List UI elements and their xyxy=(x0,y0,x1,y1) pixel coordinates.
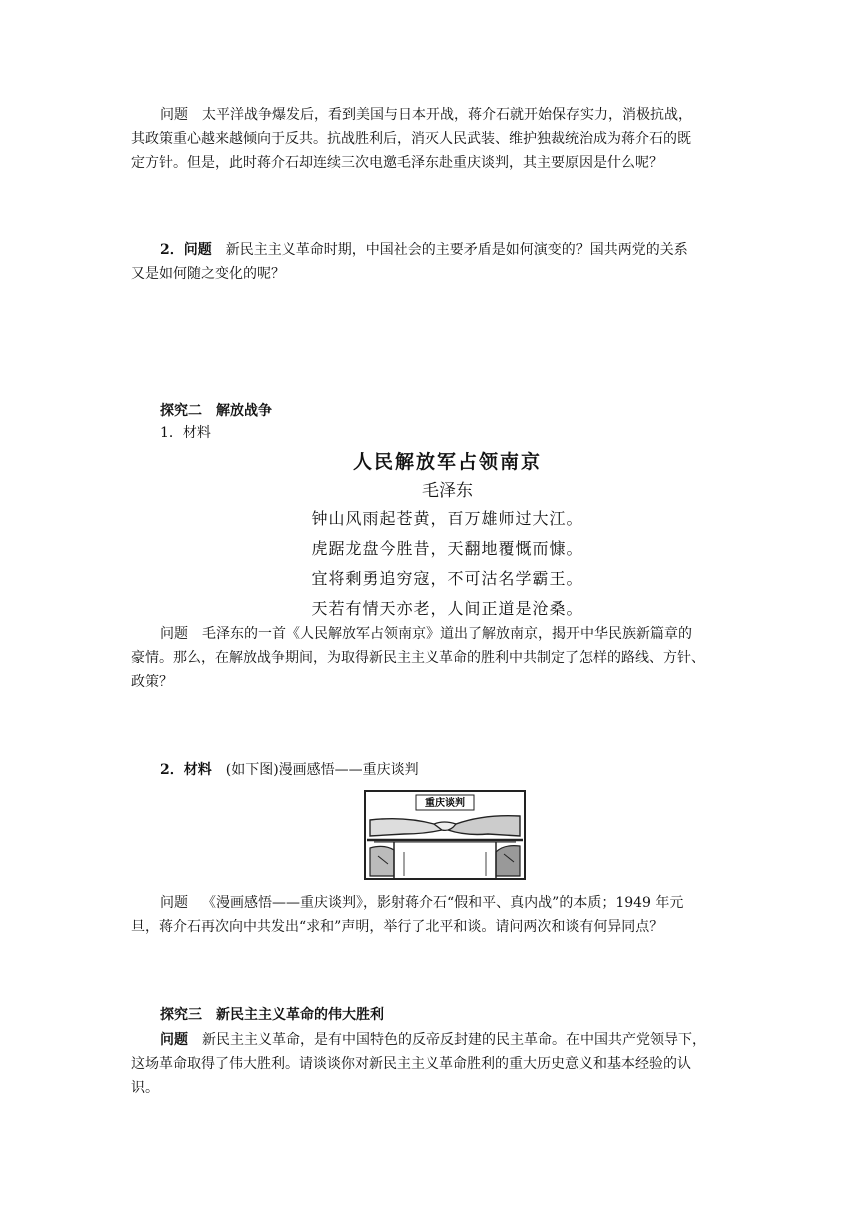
question-2-line-1: 2．问题 新民主主义革命时期，中国社会的主要矛盾是如何演变的？国共两党的关系 xyxy=(160,242,688,258)
question-1-line-3: 定方针。但是，此时蒋介石却连续三次电邀毛泽东赴重庆谈判，其主要原因是什么呢？ xyxy=(131,155,663,171)
question-4-line-1: 问题 《漫画感悟——重庆谈判》，影射蒋介石“假和平、真内战”的本质；1949 年元 xyxy=(160,895,684,911)
question-3-line-3: 政策？ xyxy=(131,674,173,690)
poem-image xyxy=(290,450,605,624)
question-5-line-1: 问题 新民主主义革命，是有中国特色的反帝反封建的民主革命。在中国共产党领导下， xyxy=(160,1032,706,1048)
poem-line: 虎踞龙盘今胜昔，天翻地覆慨而慷。 xyxy=(311,539,584,558)
material-1-label: 1．材料 xyxy=(160,425,211,441)
poem-line: 钟山风雨起苍黄，百万雄师过大江。 xyxy=(311,509,584,528)
question-label: 问题 xyxy=(160,107,188,123)
cartoon-image xyxy=(364,790,526,880)
poem-line: 宜将剩勇追穷寇，不可沽名学霸王。 xyxy=(311,569,584,588)
poem-line: 天若有情天亦老，人间正道是沧桑。 xyxy=(311,599,584,618)
question-5-line-2: 这场革命取得了伟大胜利。请谈谈你对新民主主义革命胜利的重大历史意义和基本经验的认 xyxy=(131,1056,691,1072)
question-2-line-2: 又是如何随之变化的呢？ xyxy=(131,266,285,282)
material-2-caption: (如下图)漫画感悟——重庆谈判 xyxy=(225,762,419,778)
question-1-line-2: 其政策重心越来越倾向于反共。抗战胜利后，消灭人民武装、维护独裁统治成为蒋介石的既 xyxy=(131,131,691,147)
section-heading-3: 探究三 新民主主义革命的伟大胜利 xyxy=(160,1007,384,1023)
question-label: 问题 xyxy=(160,626,188,642)
cartoon-label: 重庆谈判 xyxy=(425,798,465,809)
question-4-line-2: 旦，蒋介石再次向中共发出“求和”声明，举行了北平和谈。请问两次和谈有何异同点？ xyxy=(131,919,664,935)
question-1-line-1: 问题 太平洋战争爆发后，看到美国与日本开战，蒋介石就开始保存实力，消极抗战， xyxy=(160,107,692,123)
question-label: 问题 xyxy=(160,895,188,911)
section-heading-2: 探究二 解放战争 xyxy=(160,403,272,419)
poem-author: 毛泽东 xyxy=(422,481,473,501)
question-3-line-2: 豪情。那么，在解放战争期间，为取得新民主主义革命的胜利中共制定了怎样的路线、方针、 xyxy=(131,650,705,666)
question-5-line-3: 识。 xyxy=(131,1080,159,1096)
question-3-line-1: 问题 毛泽东的一首《人民解放军占领南京》道出了解放南京，揭开中华民族新篇章的 xyxy=(160,626,692,642)
material-2-line xyxy=(160,760,419,780)
poem-title: 人民解放军占领南京 xyxy=(352,451,542,473)
material-2-label: 2．材料 xyxy=(160,762,212,778)
question-label: 2．问题 xyxy=(160,242,212,258)
question-label: 问题 xyxy=(160,1032,188,1048)
